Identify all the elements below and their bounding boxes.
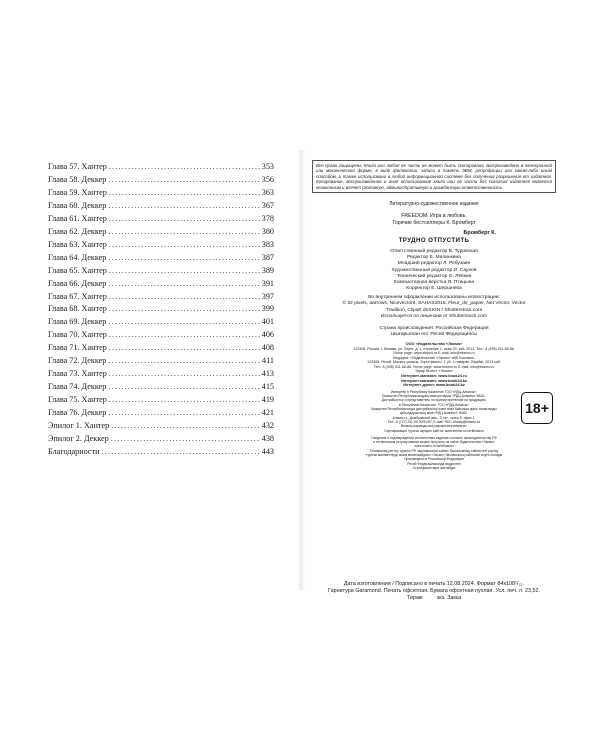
toc-entry-title: Глава 70. Хантер xyxy=(48,330,107,340)
toc-leader-dots xyxy=(108,278,259,291)
importer-line: Импортёр в Республику Казахстан ТОО «РДЦ-Алматы». xyxy=(391,389,477,394)
publisher-line: 123308, Ресей, Мәскеу қаласы, Зорге көшесі, 1 үй, 1 ғимарат, 20қабат, 2013 каб. xyxy=(367,360,501,365)
toc-entry xyxy=(48,291,274,304)
toc-entry xyxy=(48,407,274,420)
book-spine-shadow xyxy=(297,150,305,590)
toc-entry xyxy=(48,420,274,433)
toc-entry-title: Эпилог 1. Хантер xyxy=(48,421,110,431)
toc-entry xyxy=(48,368,274,381)
certification-line: Сертификаттауға жатпайды xyxy=(412,465,456,470)
toc-entry-page: 399 xyxy=(261,304,274,314)
publisher-line: Өндіруші: «Издательство «Эксмо» АҚБ Баспасы, xyxy=(393,355,475,360)
toc-leader-dots xyxy=(111,433,260,446)
imprint-page xyxy=(312,160,556,470)
publisher-line: Тел.: 8 (495) 411-68-86. Home page: www.eksmo.ru E-mail: info@eksmo.ru xyxy=(373,364,495,369)
toc-entry-page: 419 xyxy=(261,395,274,405)
toc-entry-title: Глава 63. Хантер xyxy=(48,239,107,249)
toc-leader-dots xyxy=(108,252,259,265)
toc-entry xyxy=(48,213,274,226)
credit-line: Технический редактор О. Лёвкин xyxy=(396,273,472,279)
toc-leader-dots xyxy=(109,291,260,304)
toc-entry-title: Глава 58. Деккер xyxy=(48,174,107,184)
toc-entry-title: Глава 73. Хантер xyxy=(48,369,107,379)
toc-entry-title: Глава 71. Хантер xyxy=(48,343,107,353)
certification-line: о техническом регулировании можно получить на сайте Издательства «Эксмо» xyxy=(373,440,495,445)
print-run-label: Тираж xyxy=(406,595,423,601)
production-dates: Дата изготовления / Подписано в печать 12.08.2024. Формат 84x108¹/₃₂. xyxy=(343,581,525,587)
toc-entry-page: 411 xyxy=(262,356,274,366)
publisher-name: ООО «Издательство «Эксмо» xyxy=(405,340,463,346)
toc-entry-page: 408 xyxy=(261,343,274,353)
series-block xyxy=(312,213,556,226)
credit-line: Корректор Е. Шершнева xyxy=(406,286,462,292)
toc-entry-page: 397 xyxy=(261,291,274,301)
importer-line: Алматы қ., Домбровский көш., 3 «а», литер Б, офис 1. xyxy=(392,415,476,420)
toc-entry-title: Глава 65. Хантер xyxy=(48,265,107,275)
importer-line: Тел.: 8 (727) 251-59-90/91/92; E-mail: RDC-Almaty@eksmo.kz xyxy=(387,419,481,424)
toc-leader-dots xyxy=(108,407,259,420)
publisher-lines xyxy=(312,347,556,375)
internet-shop-kz: Интернет-магазин: www.book24.kz xyxy=(401,377,467,383)
toc-entry-title: Благодарности xyxy=(48,446,100,456)
certification-line: www.eksmo.ru/certification xyxy=(414,444,454,449)
certification-lines xyxy=(312,436,556,470)
illustration-line: Tradition, Clipart deSIGN / Shutterstock.com xyxy=(385,307,483,313)
toc-entry-title: Глава 64. Деккер xyxy=(48,252,107,262)
toc-entry xyxy=(48,446,274,459)
book-title: ТРУДНО ОТПУСТИТЬ xyxy=(398,236,470,244)
toc-leader-dots xyxy=(109,161,260,174)
toc-entry xyxy=(48,226,274,239)
toc-leader-dots xyxy=(108,174,259,187)
credits-list xyxy=(312,249,556,292)
importer-line: Сертификация туралы ақпарат сайтта: www.eksmo.ru/certification xyxy=(384,428,484,433)
toc-entry-page: 367 xyxy=(261,200,274,210)
credit-line: Художественный редактор И. Саунов xyxy=(391,267,477,273)
toc-entry xyxy=(48,381,274,394)
toc-entry xyxy=(48,200,274,213)
toc-leader-dots xyxy=(109,187,260,200)
importer-line: қабылдаушының өкілі «РДЦ-Алматы» ЖШС, xyxy=(399,411,469,416)
toc-entry xyxy=(48,239,274,252)
toc-leader-dots xyxy=(109,265,260,278)
table-of-contents xyxy=(48,161,274,459)
toc-leader-dots xyxy=(109,213,260,226)
print-run-line xyxy=(318,595,550,602)
certification-line: Произведено в Российской Федерации xyxy=(404,457,464,462)
toc-entry xyxy=(48,433,274,446)
age-rating-badge: 18+ xyxy=(521,392,553,424)
toc-entry-page: 387 xyxy=(261,252,274,262)
importer-line: Қазақстан Республикасындағы импорттаушы «РДЦ-Алматы» ЖШС. xyxy=(382,394,486,399)
toc-entry xyxy=(48,316,274,329)
importer-line: в Республике Казахстан: ТОО «РДЦ-Алматы» xyxy=(398,402,470,407)
toc-entry-page: 356 xyxy=(261,174,274,184)
certification-line: Техникалық реттеу туралы РФ заңнамасына сәйкес басылымның сәйкестігін растау xyxy=(369,448,499,453)
credit-line: Ответственный редактор В. Туровская xyxy=(390,248,478,254)
toc-entry xyxy=(48,329,274,342)
credit-line: Редактор Е. Малинкина xyxy=(407,255,461,261)
illustration-credits xyxy=(312,295,556,319)
toc-leader-dots xyxy=(109,394,260,407)
toc-entry xyxy=(48,265,274,278)
toc-entry xyxy=(48,174,274,187)
toc-entry-page: 438 xyxy=(261,434,274,444)
country-line: Страна происхождения: Российская Федерация xyxy=(379,325,489,331)
toc-entry-title: Глава 68. Хантер xyxy=(48,304,107,314)
publisher-line: 123308, Россия, г. Москва, ул. Зорге, д. 1, строение 1, этаж 20, каб. 2013. Тел.: 8 (495) 411-68-86. xyxy=(353,346,515,351)
toc-entry xyxy=(48,355,274,368)
internet-shop: Интернет-магазин: www.book24.ru xyxy=(401,373,467,379)
toc-entry-title: Глава 61. Хантер xyxy=(48,213,107,223)
certification-line: Сведения о подтверждении соответствия издания согласно законодательству РФ xyxy=(371,435,497,440)
importer-line: Дистрибьютор и представитель по приему претензий на продукцию, xyxy=(381,398,487,403)
author-name: Бромберг К. xyxy=(463,230,496,237)
importer-lines xyxy=(312,390,556,433)
country-line: Шығарылған елі: Ресей Федерациясы xyxy=(391,331,477,337)
internet-dukeni: Интернет-дүкен: www.book24.kz xyxy=(403,382,465,388)
certification-line: Ресей Федерациясында өндірілген xyxy=(407,461,461,466)
toc-leader-dots xyxy=(109,368,260,381)
toc-entry-page: 353 xyxy=(261,162,274,171)
edition-type: Литературно-художественное издание xyxy=(389,201,479,208)
toc-leader-dots xyxy=(109,303,260,316)
toc-entry xyxy=(48,303,274,316)
toc-entry-title: Глава 75. Хантер xyxy=(48,395,107,405)
toc-entry-page: 378 xyxy=(261,213,274,223)
toc-leader-dots xyxy=(102,446,260,459)
toc-entry-title: Глава 62. Деккер xyxy=(48,226,107,236)
toc-entry-page: 363 xyxy=(261,187,274,197)
importer-line: Өнімнің жарамдылық мерзімі шектелмеген. xyxy=(400,424,468,429)
illustration-line: Во внутреннем оформлении использованы иллюстрации: xyxy=(368,295,500,301)
toc-entry-title: Глава 74. Деккер xyxy=(48,382,107,392)
toc-entry xyxy=(48,187,274,200)
toc-entry xyxy=(48,342,274,355)
toc-entry-title: Эпилог 2. Деккер xyxy=(48,434,109,444)
toc-leader-dots xyxy=(108,226,259,239)
toc-leader-dots xyxy=(108,381,259,394)
series-line-1: FREEDOM. Игра в любовь. xyxy=(401,213,467,220)
importer-line: Қазақстан Республикасында дистрибьютор және өнім бойынша арыз-талаптарды xyxy=(371,407,497,412)
toc-entry-title: Глава 69. Деккер xyxy=(48,317,107,327)
toc-entry-page: 380 xyxy=(261,226,274,236)
country-of-origin xyxy=(312,326,556,338)
toc-entry-page: 389 xyxy=(261,265,274,275)
toc-entry-title: Глава 76. Деккер xyxy=(48,408,107,418)
toc-entry-page: 391 xyxy=(261,278,274,288)
series-line-2: Горячие бестселлеры К. Бромберг xyxy=(392,219,476,226)
toc-entry-page: 383 xyxy=(261,239,274,249)
toc-entry-title: Глава 57. Хантер xyxy=(48,162,107,171)
publisher-line: Тауар белгісі: «Эксмо» xyxy=(415,369,453,374)
toc-entry-title: Глава 66. Деккер xyxy=(48,278,107,288)
toc-entry-page: 415 xyxy=(261,382,274,392)
credit-line: Младший редактор Л. Ребузаин xyxy=(397,261,471,267)
rights-notice: Все права защищены. Книга или любая ее часть не может быть скопирована, воспроизведена в электронной или механической форме, в виде фотокопии, записи в память ЭВМ, репродукции или каким-либо иным способом, а также использована в любой информационной системе без получения разрешения от издателя. Копирование, воспроизведение и иное использование книги или ее части без согласия издателя является незаконным и влечет уголовную, административную и гражданскую ответственность. xyxy=(312,160,556,193)
toc-leader-dots xyxy=(108,316,259,329)
publisher-line: Home page: www.eksmo.ru E-mail: info@eksmo.ru xyxy=(393,351,475,356)
toc-entry-title: Глава 59. Хантер xyxy=(48,187,107,197)
certification-line: туралы мәліметтерді мына мекенжайдағы «Эксмо» баспасының сайтынан алуға болады xyxy=(365,453,503,457)
toc-entry-page: 406 xyxy=(261,330,274,340)
toc-entry xyxy=(48,394,274,407)
toc-entry-title: Глава 72. Деккер xyxy=(48,356,107,366)
illustration-line: © 32 pixels, aarrows, Nicevector9, SAHAS2015, Fleur_de_papier, Net Vector, Vector xyxy=(342,301,526,307)
toc-entry-page: 432 xyxy=(261,421,274,431)
toc-leader-dots xyxy=(109,239,260,252)
production-paper: Гарнитура Garamond. Печать офсетная. Бумага офсетная пухлая. Усл. печ. л. 23,52. xyxy=(327,588,541,594)
illustration-line: Используется по лицензии от Shutterstock.com xyxy=(381,313,487,319)
toc-leader-dots xyxy=(109,329,260,342)
toc-entry xyxy=(48,278,274,291)
toc-entry-page: 413 xyxy=(261,369,274,379)
toc-leader-dots xyxy=(111,420,260,433)
credit-line: Компьютерная верстка Я. Птицына xyxy=(393,279,475,285)
toc-entry xyxy=(48,252,274,265)
publisher-block xyxy=(312,342,556,470)
toc-entry-page: 421 xyxy=(261,408,274,418)
toc-entry xyxy=(48,161,274,174)
toc-leader-dots xyxy=(108,355,260,368)
toc-entry-title: Глава 67. Хантер xyxy=(48,291,107,301)
toc-leader-dots xyxy=(108,200,259,213)
production-info xyxy=(318,581,550,602)
toc-leader-dots xyxy=(109,342,260,355)
order-label: экз. Заказ xyxy=(436,595,462,601)
toc-entry-title: Глава 60. Деккер xyxy=(48,200,107,210)
toc-entry-page: 443 xyxy=(261,446,274,456)
toc-entry-page: 401 xyxy=(261,317,274,327)
